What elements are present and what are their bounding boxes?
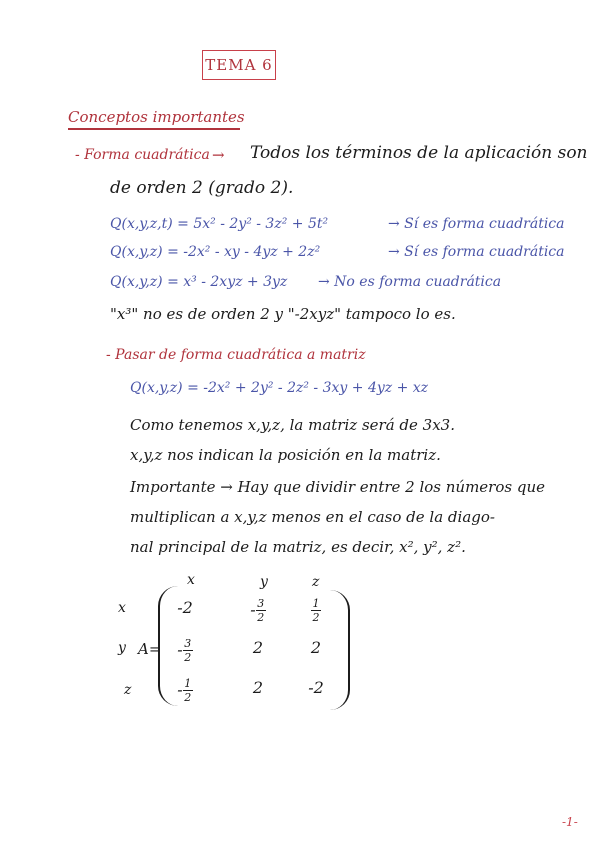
section-heading-underline — [68, 128, 240, 130]
pasar-matriz-text-2: x,y,z nos indican la posición en la matriz. — [130, 446, 441, 464]
matrix-cell-2-2: -2 — [308, 678, 324, 697]
pasar-matriz-text-4: multiplican a x,y,z menos en el caso de la diago- — [130, 508, 495, 526]
pasar-matriz-label: - Pasar de forma cuadrática a matriz — [106, 347, 366, 363]
pasar-matriz-text-5: nal principal de la matriz, es decir, x², y², z². — [130, 538, 466, 556]
arrow-icon: → — [212, 146, 225, 164]
example-expr-1: Q(x,y,z,t) = 5x² - 2y² - 3z² + 5t² — [110, 216, 329, 232]
page-title: TEMA 6 — [202, 50, 276, 80]
matrix-col-label-z: z — [312, 574, 320, 590]
pasar-matriz-text-3: Importante → Hay que dividir entre 2 los números que — [130, 478, 545, 496]
matrix-col-label-y: y — [260, 574, 268, 590]
definition-line-1: Todos los términos de la aplicación son — [250, 143, 588, 163]
example-result-3: → No es forma cuadrática — [318, 274, 502, 290]
matrix-cell-0-0: -2 — [177, 598, 193, 617]
matrix-name: A= — [138, 640, 162, 658]
page-number: -1- — [562, 815, 578, 829]
matrix-cell-0-2: $\frac{1}{2}$ — [312, 597, 320, 624]
example-result-1: → Sí es forma cuadrática — [388, 216, 565, 232]
example-result-2: → Sí es forma cuadrática — [388, 244, 565, 260]
section-heading: Conceptos importantes — [68, 108, 245, 126]
matrix-row-label-y: y — [118, 640, 126, 656]
pasar-matriz-text-1: Como tenemos x,y,z, la matriz será de 3x3. — [130, 416, 455, 434]
matrix-row-label-x: x — [118, 600, 126, 616]
matrix-cell-1-1: 2 — [252, 638, 264, 657]
matrix-cell-1-0: - $\frac{3}{2}$ — [177, 637, 192, 664]
forma-cuadratica-label: - Forma cuadrática — [75, 147, 210, 163]
matrix-cell-1-2: 2 — [310, 638, 322, 657]
matrix-cell-0-1: - $\frac{3}{2}$ — [250, 597, 265, 624]
pasar-matriz-example: Q(x,y,z) = -2x² + 2y² - 2z² - 3xy + 4yz + xz — [130, 380, 429, 396]
matrix-row-label-z: z — [124, 682, 132, 698]
example-note: "x³" no es de orden 2 y "-2xyz" tampoco lo es. — [110, 305, 456, 323]
definition-line-2: de orden 2 (grado 2). — [110, 178, 294, 198]
example-expr-2: Q(x,y,z) = -2x² - xy - 4yz + 2z² — [110, 244, 321, 260]
matrix-cell-2-0: - $\frac{1}{2}$ — [177, 677, 192, 704]
matrix-cell-2-1: 2 — [252, 678, 264, 697]
matrix-col-label-x: x — [187, 572, 195, 588]
example-expr-3: Q(x,y,z) = x³ - 2xyz + 3yz — [110, 274, 288, 290]
